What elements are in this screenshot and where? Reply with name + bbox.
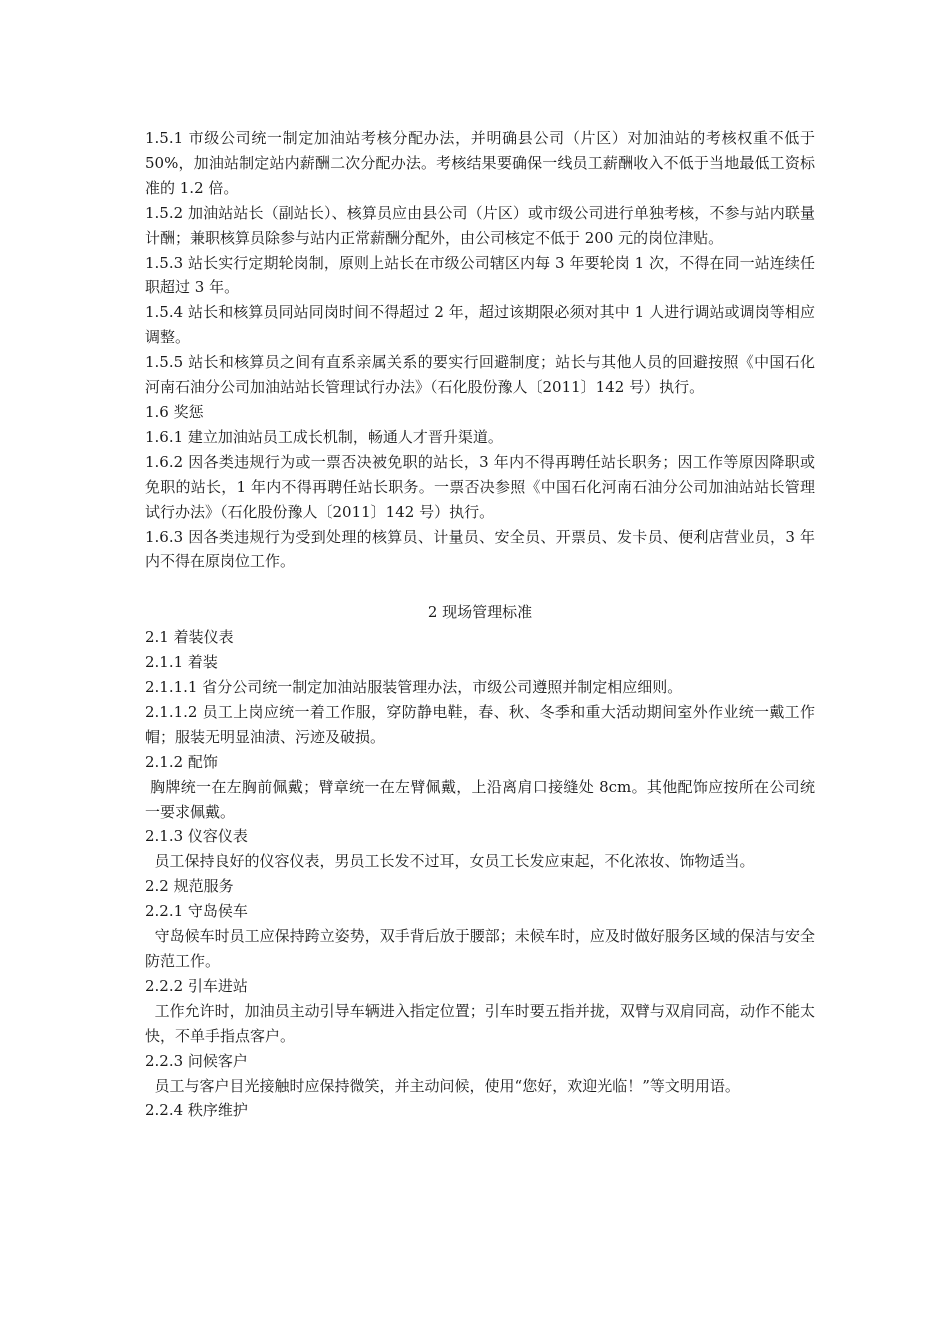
heading-2-2-2: 2.2.2 引车进站 — [145, 976, 248, 995]
section-spacer — [145, 574, 815, 600]
heading-2-1-3: 2.1.3 仪容仪表 — [145, 827, 248, 846]
paragraph-2-1-1-2: 2.1.1.2 员工上岗应统一着工作服，穿防静电鞋，春、秋、冬季和重大活动期间室外作业统一戴工作帽；服装无明显油渍、污迹及破损。 — [145, 702, 815, 746]
heading-2-1-2: 2.1.2 配饰 — [145, 752, 218, 771]
paragraph-accessories: 胸牌统一在左胸前佩戴；臂章统一在左臂佩戴，上沿离肩口接缝处 8cm。其他配饰应按所在公司统一要求佩戴。 — [145, 777, 815, 821]
paragraph-1-5-2: 1.5.2 加油站站长（副站长）、核算员应由县公司（片区）或市级公司进行单独考核，不参与站内联量计酬；兼职核算员除参与站内正常薪酬分配外，由公司核定不低于 200 元的岗位津贴。 — [145, 203, 815, 247]
heading-2-2-1: 2.2.1 守岛侯车 — [145, 902, 248, 921]
heading-2-2: 2.2 规范服务 — [145, 877, 234, 896]
heading-2-1-1: 2.1.1 着装 — [145, 653, 218, 672]
heading-2-2-4: 2.2.4 秩序维护 — [145, 1101, 248, 1120]
heading-2-2-3: 2.2.3 问候客户 — [145, 1051, 248, 1070]
paragraph-waiting: 守岛候车时员工应保持跨立姿势，双手背后放于腰部；未候车时，应及时做好服务区域的保洁与安全防范工作。 — [145, 927, 815, 970]
paragraph-1-6-3: 1.6.3 因各类违规行为受到处理的核算员、计量员、安全员、开票员、发卡员、便利店营业员，3 年内不得在原岗位工作。 — [145, 527, 815, 571]
heading-2-1: 2.1 着装仪表 — [145, 628, 234, 647]
paragraph-2-1-1-1: 2.1.1.1 省分公司统一制定加油站服装管理办法，市级公司遵照并制定相应细则。 — [145, 678, 683, 697]
paragraph-guiding: 工作允许时，加油员主动引导车辆进入指定位置；引车时要五指并拢，双臂与双肩同高，动作不能太快，不单手指点客户。 — [145, 1001, 815, 1045]
heading-1-6: 1.6 奖惩 — [145, 402, 204, 421]
paragraph-1-6-1: 1.6.1 建立加油站员工成长机制，畅通人才晋升渠道。 — [145, 427, 503, 446]
paragraph-1-5-3: 1.5.3 站长实行定期轮岗制，原则上站长在市级公司辖区内每 3 年要轮岗 1 次，不得在同一站连续任职超过 3 年。 — [145, 253, 815, 297]
paragraph-greeting: 员工与客户目光接触时应保持微笑，并主动问候，使用“您好，欢迎光临！”等文明用语。 — [145, 1076, 740, 1095]
paragraph-1-5-4: 1.5.4 站长和核算员同站同岗时间不得超过 2 年，超过该期限必须对其中 1 人进行调站或调岗等相应调整。 — [145, 303, 815, 347]
section-title: 2 现场管理标准 — [427, 603, 533, 622]
paragraph-appearance: 员工保持良好的仪容仪表，男员工长发不过耳，女员工长发应束起，不化浓妆、饰物适当。 — [145, 852, 755, 871]
document-page — [145, 126, 820, 1123]
paragraph-1-5-1: 1.5.1 市级公司统一制定加油站考核分配办法，并明确县公司（片区）对加油站的考核权重不低于 50%，加油站制定站内薪酬二次分配办法。考核结果要确保一线员工薪酬收入不低于当地最低工资标准的 1.2 倍。 — [145, 129, 820, 197]
paragraph-1-6-2: 1.6.2 因各类违规行为或一票否决被免职的站长，3 年内不得再聘任站长职务；因工作等原因降职或免职的站长，1 年内不得再聘任站长职务。一票否决参照《中国石化河南石油分公司加油站站长管理试行办法》（石化股份豫人〔2011〕142 号）执行。 — [145, 452, 815, 521]
paragraph-1-5-5: 1.5.5 站长和核算员之间有直系亲属关系的要实行回避制度；站长与其他人员的回避按照《中国石化河南石油分公司加油站站长管理试行办法》（石化股份豫人〔2011〕142 号）执行。 — [145, 353, 815, 397]
